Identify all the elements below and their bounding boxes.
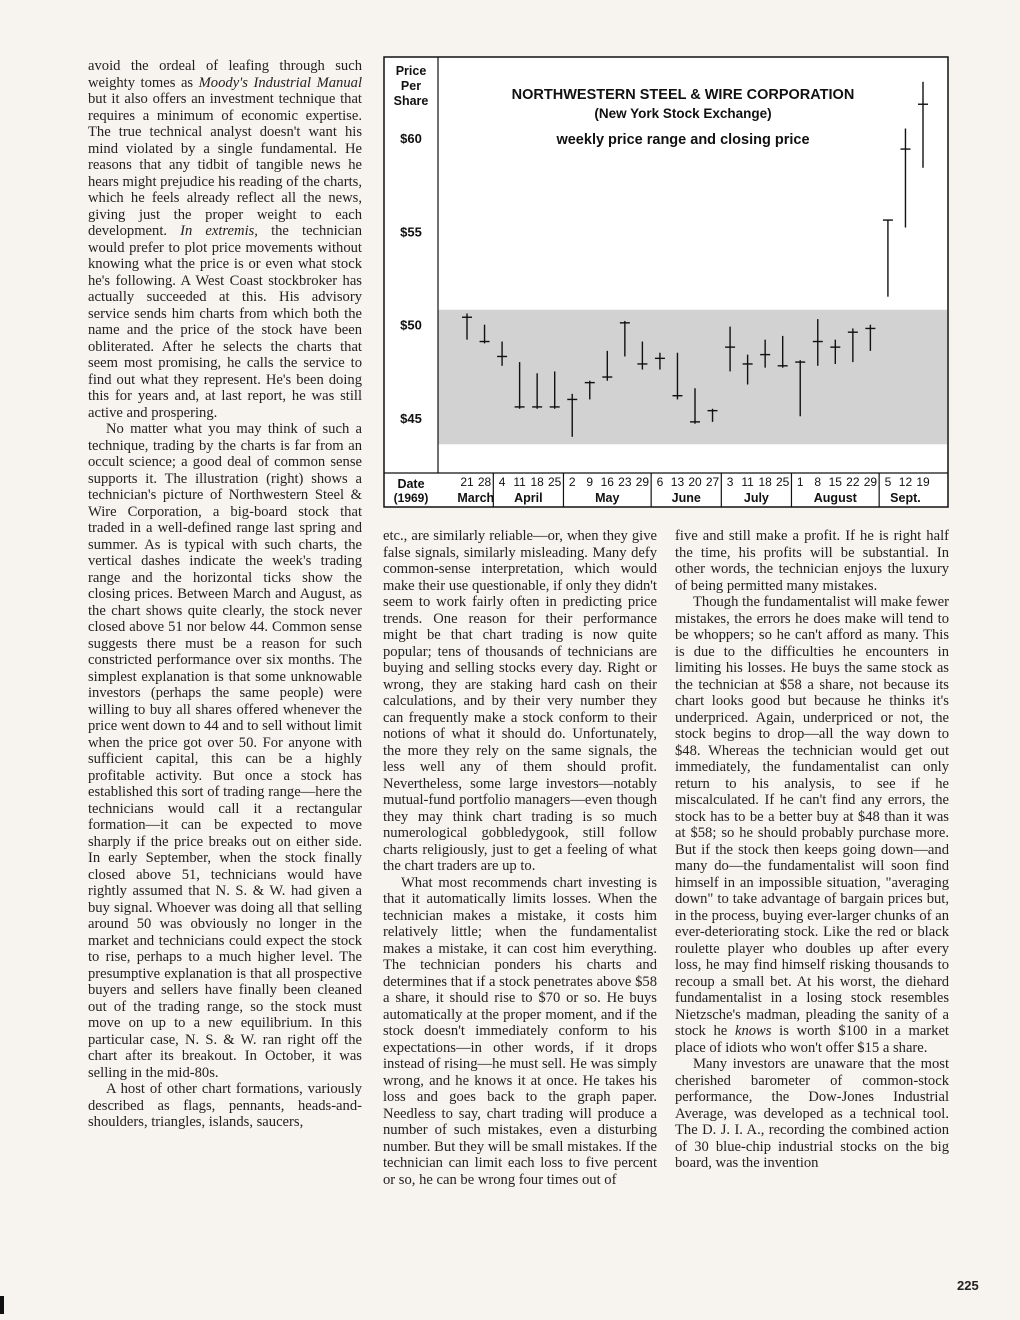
date-tick-label: 1 xyxy=(796,475,804,489)
date-tick-label: 22 xyxy=(846,475,860,489)
chart-subtitle-2: weekly price range and closing price xyxy=(556,132,810,148)
paragraph: avoid the ordeal of leafing through such weighty tomes as Moody's Industrial Manual but it also offers an investment technique that requires a minimum of economic expertise. The true technical analyst doesn't want his mind violated by a single fundamental. He reasons that any tidbit of tangible news he hears might prejudice his reading of the charts, which he feels already reflect all the news, giving just the proper weight to each development. In extremis, the technician would prefer to plot price movements without knowing what the price is or even what stock he's following. A West Coast stockbroker has actually succeeded at this. His advisory service sends him charts from which both the name and the price of the stock have been obliterated. After he selects the charts that seem most promising, he calls the service to find out what they represent. He's been doing this for years and, at last report, he was still active and prospering. xyxy=(88,58,363,421)
date-tick-label: 16 xyxy=(600,475,614,489)
date-tick-label: 21 xyxy=(460,475,474,489)
paragraph: etc., are similarly reliable—or, when they give false signals, similarly misleading. Many defy common-sense interpretation, which would make their use questionable, if only they didn't seem to work fairly often in predicting price trends. One reason for their performance might be that chart trading is now quite popular; tens of thousands of technicians are buying and selling stocks every day. Right or wrong, they are staking hard cash on their calculations, and by their very number they can frequently make a stock conform to their notions of what it should do. Unfortunately, the more they rely on the same signals, the less well any of them should profit. Nevertheless, some large investors—notably mutual-fund portfolio managers—even though they may think chart trading is so much numerological gobbledygook, still follow charts religiously, just to get a feeling of what the chart traders are up to. xyxy=(383,528,657,874)
month-label: April xyxy=(514,491,543,505)
date-tick-label: 20 xyxy=(688,475,702,489)
date-tick-label: 13 xyxy=(670,475,685,489)
month-label: July xyxy=(743,491,769,505)
date-tick-label: 29 xyxy=(863,475,878,489)
date-tick-label: 3 xyxy=(726,475,734,489)
date-tick-label: 15 xyxy=(828,475,842,489)
y-tick-label: $45 xyxy=(400,411,422,427)
date-tick-label: 8 xyxy=(814,475,822,489)
paragraph: No matter what you may think of such a technique, trading by the charts is far from an occult science; a good deal of common sense supports it. The illustration (right) shows a technician's picture of Northwestern Steel & Wire Corporation, a big-board stock that traded in a well-defined range last spring and summer. As is typical with such charts, the vertical dashes indicate the week's trading range and the horizontal ticks show the closing prices. Between March and August, as the chart shows quite clearly, the stock never closed above 51 nor below 44. Common sense suggests there must be a reason for such constricted performance over six months. The simplest explanation is that some unknowable investors (perhaps the same people) were willing to buy all shares offered whenever the price went down to 44 and to sell without limit when the price got over 50. For anyone with sufficient capital, this can be a highly profitable activity. But once a stock has established this sort of trading range—here the technicians would call it a rectangular formation—it can be expected to move sharply if the price breaks out on either side. In early September, when the stock finally closed above 51, technicians would have rightly assumed that N. S. & W. had given a buy signal. Whoever was doing all that selling around 50 was obviously no longer in the market and technicians could expect the stock to rise, perhaps to a much higher level. The presumptive explanation is that all prospective buyers and sellers have finally been cleaned out of the trading range, so the stock must move on up to a new equilibrium. In this particular case, N. S. & W. ran right off the chart after its breakout. In October, it was selling in the mid-80s. xyxy=(88,421,362,1081)
date-tick-label: 2 xyxy=(568,475,576,489)
x-axis-label: (1969) xyxy=(393,491,429,505)
x-axis-label: Date xyxy=(397,477,425,491)
y-tick-label: $55 xyxy=(400,224,422,240)
date-tick-label: 23 xyxy=(618,475,632,489)
date-tick-label: 29 xyxy=(635,475,650,489)
price-chart-figure xyxy=(383,56,949,508)
chart-title: NORTHWESTERN STEEL & WIRE CORPORATION xyxy=(511,87,855,103)
date-tick-label: 4 xyxy=(498,475,506,489)
text-column-1 xyxy=(88,58,362,1131)
y-axis-label: Price xyxy=(395,64,427,78)
date-tick-label: 19 xyxy=(916,475,930,489)
date-tick-label: 9 xyxy=(586,475,594,489)
date-tick-label: 6 xyxy=(656,475,664,489)
paragraph: Many investors are unaware that the most cherished barometer of common-stock performance, the Dow-Jones Industrial Average, was developed as a technical tool. The D. J. I. A., recording the combined action of 30 blue-chip industrial stocks on the big board, was the invention xyxy=(675,1056,949,1171)
y-tick-label: $60 xyxy=(400,130,422,146)
date-tick-label: 5 xyxy=(884,475,892,489)
date-tick-label: 18 xyxy=(530,475,544,489)
edge-mark xyxy=(0,1296,4,1314)
italic-text: knows xyxy=(734,1023,772,1039)
month-label: August xyxy=(813,491,857,505)
date-tick-label: 25 xyxy=(776,475,790,489)
paragraph: Though the fundamentalist will make fewer mistakes, the errors he does make will tend to be whoppers; so he can't afford as many. This is due to the difficulties he encounters in limiting his losses. He buys the same stock as the technician at $58 a share, not because its chart looks good but because he thinks it's underpriced. Again, underpriced or not, the stock begins to drop—all the way down to $48. Whereas the technician would get out immediately, the fundamentalist can only return to his analysis, to see if he miscalculated. If he can't find any errors, the stock has to be a better buy at $48 than it was at $58; so he should probably purchase more. But if the stock then keeps going down—and many do—the fundamentalist will soon find himself in an impossible situation, "averaging down" to take advantage of bargain prices but, in the process, buying ever-larger chunks of an ever-deteriorating stock. Like the red or black roulette player who doubles up after every loss, he may find himself risking thousands to recoup a small bet. At his worst, the diehard fundamentalist in a losing stock resembles Nietzsche's madman, pleading the sanity of a stock he knows is worth $100 in a market place of idiots who won't offer $15 a share. xyxy=(675,594,949,1056)
date-tick-label: 28 xyxy=(477,475,492,489)
y-tick-label: $50 xyxy=(400,317,422,333)
italic-text: In extremis, xyxy=(180,223,258,239)
paragraph: A host of other chart formations, variously described as flags, pennants, heads-and-shoulders, triangles, islands, saucers, xyxy=(88,1081,362,1130)
month-label: Sept. xyxy=(890,491,921,505)
date-tick-label: 25 xyxy=(548,475,562,489)
month-label: March xyxy=(457,491,495,505)
page-number: 225 xyxy=(957,1278,979,1293)
y-axis-label: Share xyxy=(393,94,429,108)
month-label: June xyxy=(671,491,701,505)
date-tick-label: 11 xyxy=(513,475,526,489)
chart-subtitle: (New York Stock Exchange) xyxy=(594,106,772,121)
month-label: May xyxy=(595,491,620,505)
date-tick-label: 11 xyxy=(741,475,754,489)
paragraph: five and still make a profit. If he is right half the time, his profits will be substantial. In other words, the technician enjoys the luxury of being permitted many mistakes. xyxy=(675,528,949,594)
price-chart xyxy=(383,56,949,508)
date-tick-label: 27 xyxy=(705,475,720,489)
date-tick-label: 18 xyxy=(758,475,772,489)
italic-text: Moody's Industrial Manual xyxy=(198,74,363,91)
text-column-2 xyxy=(383,528,657,1188)
paragraph: What most recommends chart investing is that it automatically limits losses. When the technician makes a mistake, it costs him relatively little; when the fundamentalist makes a mistake, it can cost him everything. The technician ponders his charts and determines that if a stock penetrates above $58 a share, it should rise to $70 or so. He buys automatically at the proper moment, and if the stock doesn't immediately conform to his expectations—in other words, if it drops instead of rising—he must sell. He was simply wrong, and he knows it at once. He takes his loss and goes back to the graph paper. Needless to say, chart trading will produce a number of such mistakes, even a disturbing number. But they will be small mistakes. If the technician can limit each loss to five percent or so, he can be wrong four times out of xyxy=(383,874,657,1188)
text-column-3 xyxy=(675,528,949,1172)
y-axis-label: Per xyxy=(400,79,422,93)
date-tick-label: 12 xyxy=(898,475,913,489)
